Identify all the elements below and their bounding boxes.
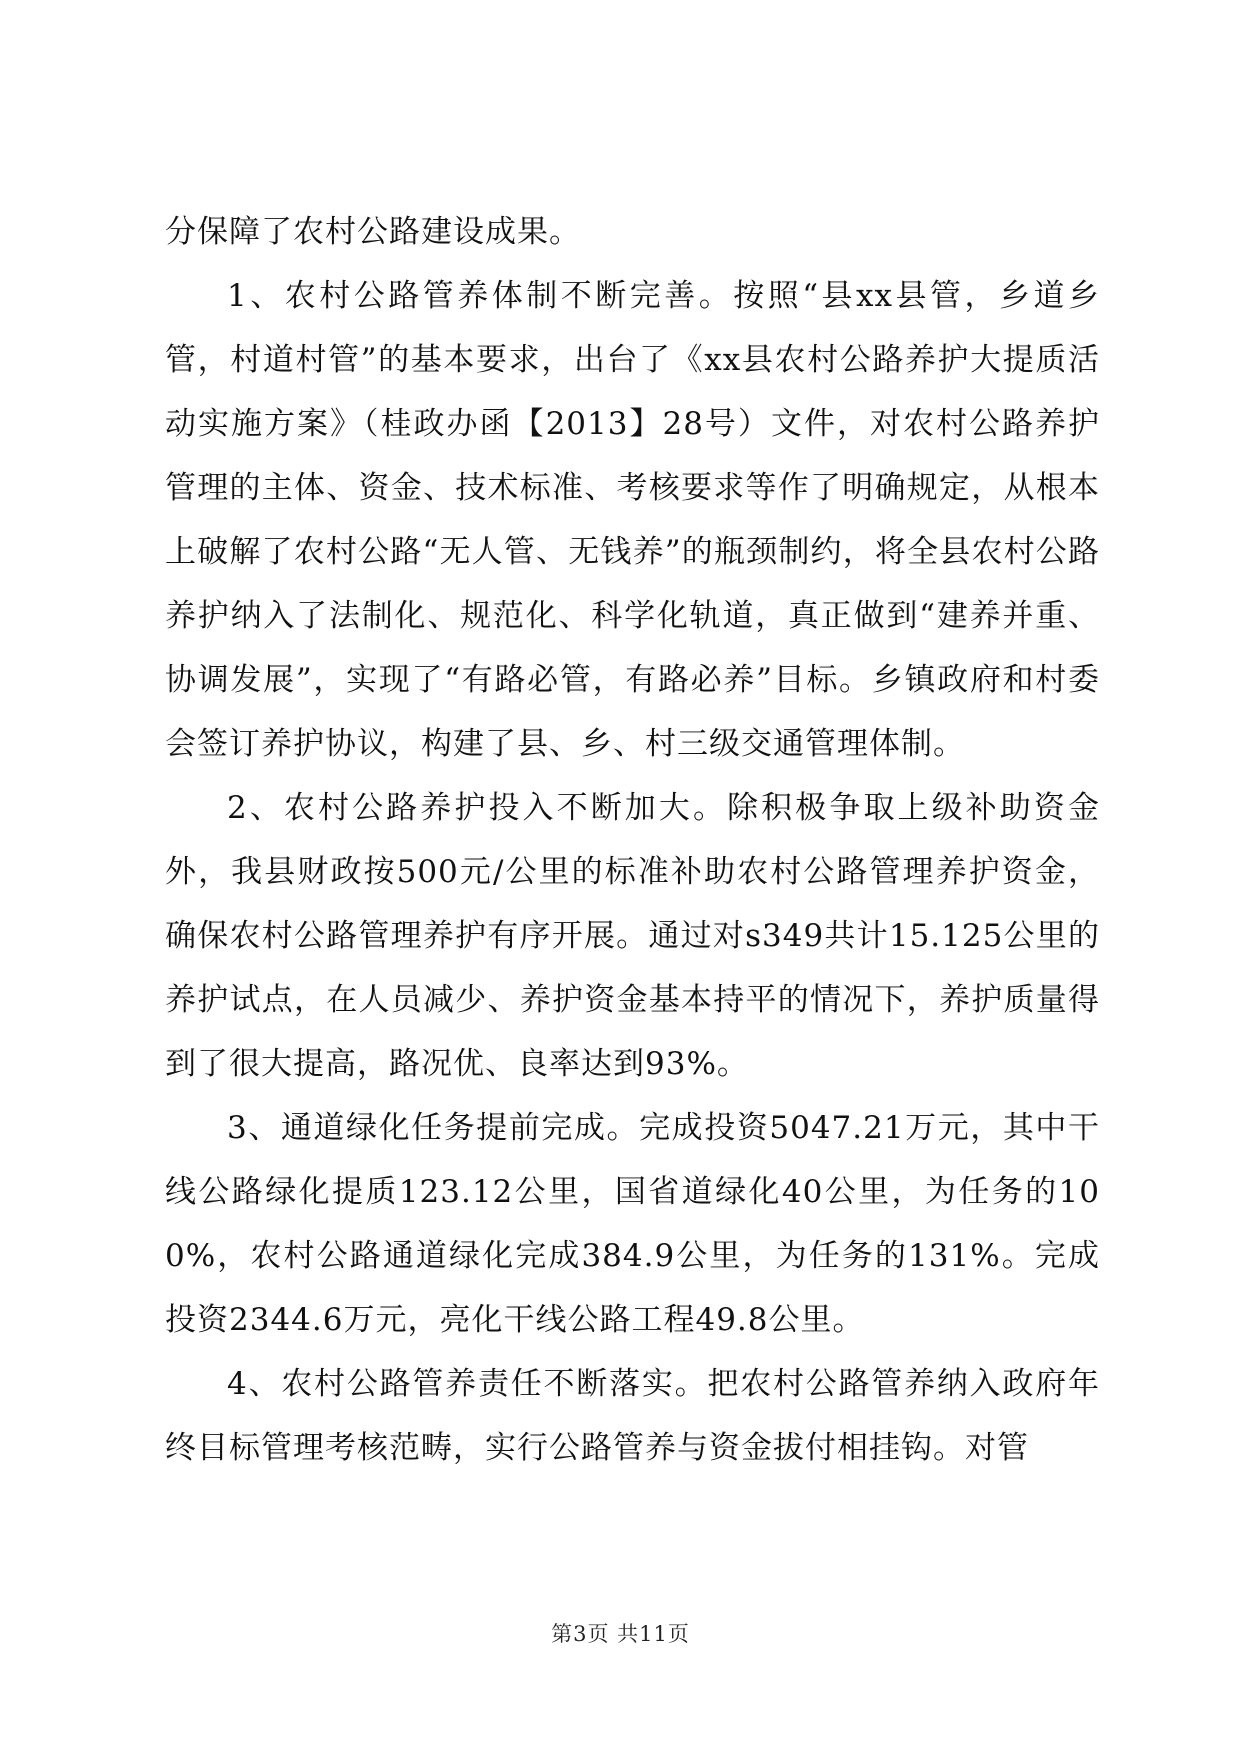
document-body [165, 200, 1100, 1480]
paragraph-item-4: 4、农村公路管养责任不断落实。把农村公路管养纳入政府年终目标管理考核范畴，实行公路管养与资金拔付相挂钩。对管 [165, 1366, 1100, 1466]
paragraph-item-1: 1、农村公路管养体制不断完善。按照“县xx县管，乡道乡管，村道村管”的基本要求，出台了《xx县农村公路养护大提质活动实施方案》（桂政办函【2013】28号）文件，对农村公路养护管理的主体、资金、技术标准、考核要求等作了明确规定，从根本上破解了农村公路“无人管、无钱养”的瓶颈制约，将全县农村公路养护纳入了法制化、规范化、科学化轨道，真正做到“建养并重、协调发展”，实现了“有路必管，有路必养”目标。乡镇政府和村委会签订养护协议，构建了县、乡、村三级交通管理体制。 [165, 278, 1100, 762]
paragraph-continuation: 分保障了农村公路建设成果。 [165, 214, 581, 250]
paragraph-item-3: 3、通道绿化任务提前完成。完成投资5047.21万元，其中干线公路绿化提质123.12公里，国省道绿化40公里，为任务的100%，农村公路通道绿化完成384.9公里，为任务的131%。完成投资2344.6万元，亮化干线公路工程49.8公里。 [165, 1110, 1100, 1338]
paragraph-item-2: 2、农村公路养护投入不断加大。除积极争取上级补助资金外，我县财政按500元/公里的标准补助农村公路管理养护资金，确保农村公路管理养护有序开展。通过对s349共计15.125公里的养护试点，在人员减少、养护资金基本持平的情况下，养护质量得到了很大提高，路况优、良率达到93%。 [165, 790, 1100, 1082]
page-footer: 第3页 共11页 [551, 1622, 690, 1646]
